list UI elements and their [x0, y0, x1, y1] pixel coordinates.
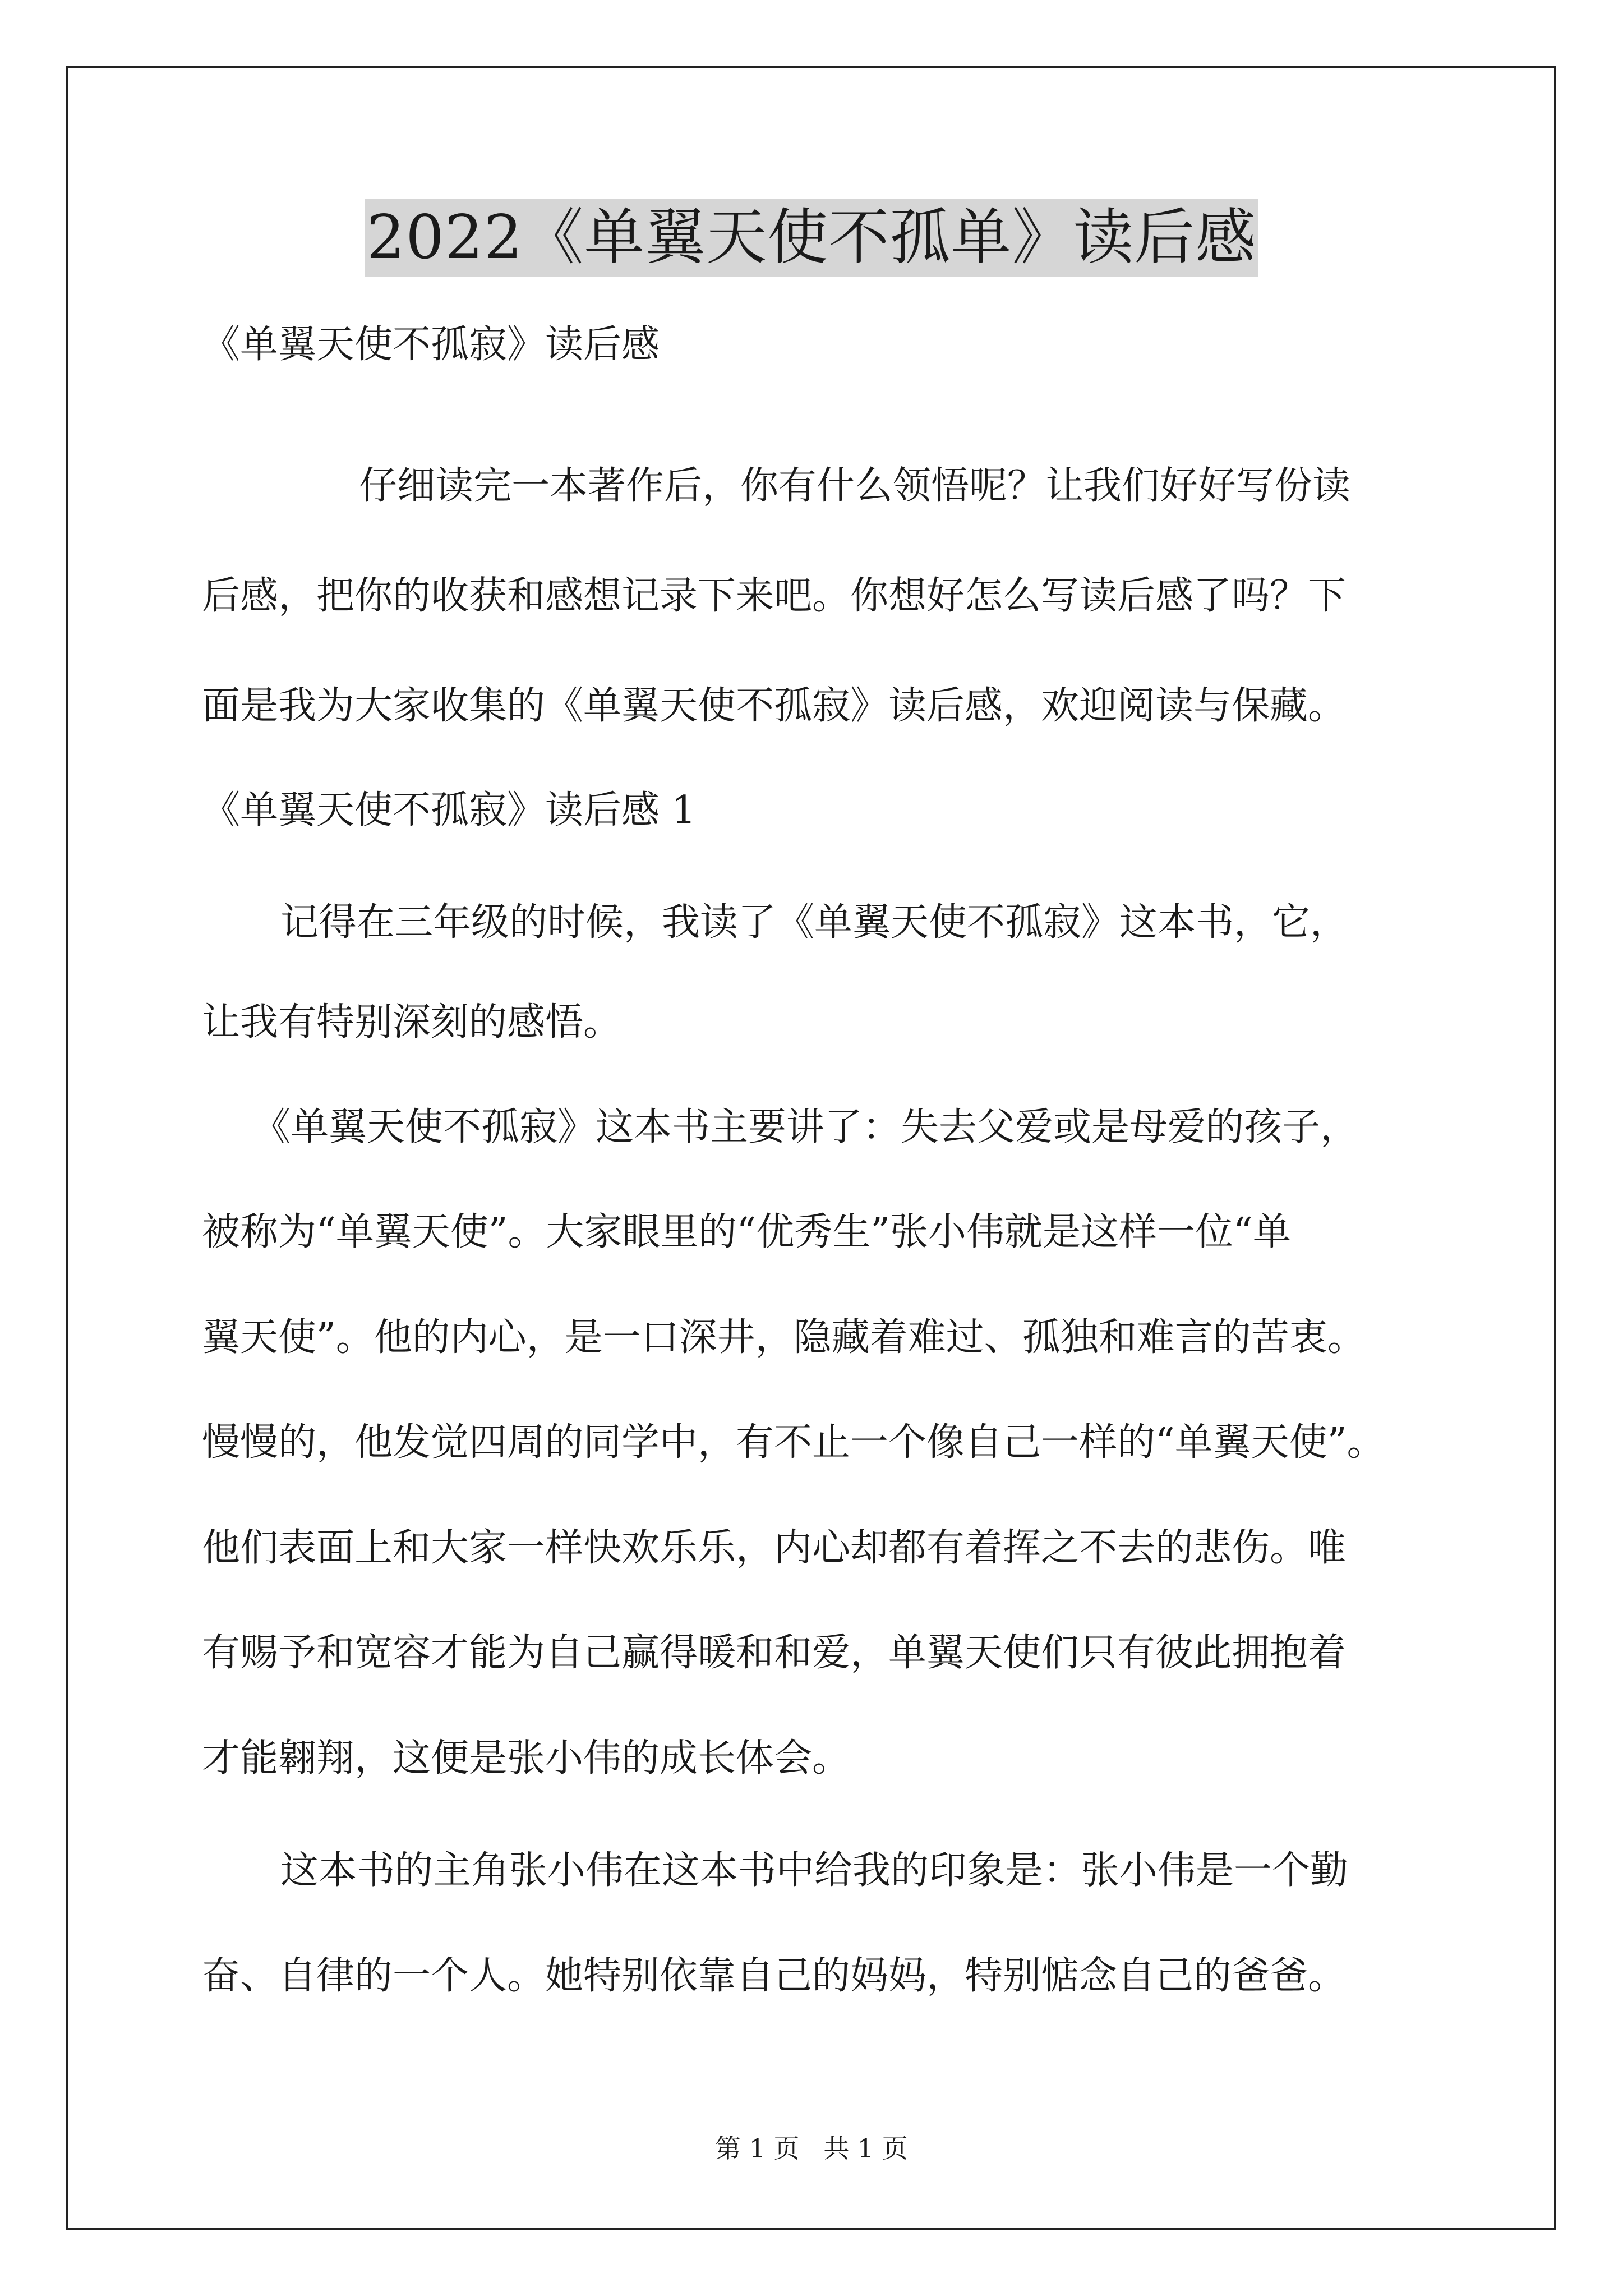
title-container [0, 199, 1623, 277]
paragraph-line: 慢慢的，他发觉四周的同学中，有不止一个像自己一样的“单翼天使”。 [202, 1420, 1385, 1465]
paragraph-line: 后感，把你的收获和感想记录下来吧。你想好怎么写读后感了吗？下 [202, 574, 1347, 618]
paragraph-line: 记得在三年级的时候，我读了《单翼天使不孤寂》这本书，它， [280, 900, 1349, 945]
paragraph-line: 仔细读完一本著作后，你有什么领悟呢？让我们好好写份读 [359, 464, 1351, 508]
paragraph-line: 《单翼天使不孤寂》这本书主要讲了：失去父爱或是母爱的孩子， [252, 1105, 1359, 1149]
paragraph-line: 才能翱翔，这便是张小伟的成长体会。 [202, 1736, 851, 1780]
paragraph-line: 面是我为大家收集的《单翼天使不孤寂》读后感，欢迎阅读与保藏。 [202, 684, 1347, 728]
page-number: 第 1 页 [715, 2133, 800, 2164]
paragraph-line: 让我有特别深刻的感悟。 [202, 1000, 622, 1045]
subtitle-line: 《单翼天使不孤寂》读后感 [202, 323, 660, 367]
paragraph-line: 被称为“单翼天使”。大家眼里的“优秀生”张小伟就是这样一位“单 [202, 1210, 1291, 1254]
section-heading: 《单翼天使不孤寂》读后感 1 [202, 788, 696, 832]
paragraph-line: 这本书的主角张小伟在这本书中给我的印象是：张小伟是一个勤 [280, 1848, 1349, 1893]
page-footer [0, 2132, 1623, 2165]
document-title: 2022《单翼天使不孤单》读后感 [365, 199, 1259, 277]
page-total: 共 1 页 [823, 2133, 908, 2164]
paragraph-line: 有赐予和宽容才能为自己赢得暖和和爱，单翼天使们只有彼此拥抱着 [202, 1631, 1347, 1675]
paragraph-line: 他们表面上和大家一样快欢乐乐，内心却都有着挥之不去的悲伤。唯 [202, 1526, 1347, 1570]
paragraph-line: 奋、自律的一个人。她特别依靠自己的妈妈，特别惦念自己的爸爸。 [202, 1954, 1347, 1998]
paragraph-line: 翼天使”。他的内心，是一口深井，隐藏着难过、孤独和难言的苦衷。 [202, 1315, 1366, 1360]
